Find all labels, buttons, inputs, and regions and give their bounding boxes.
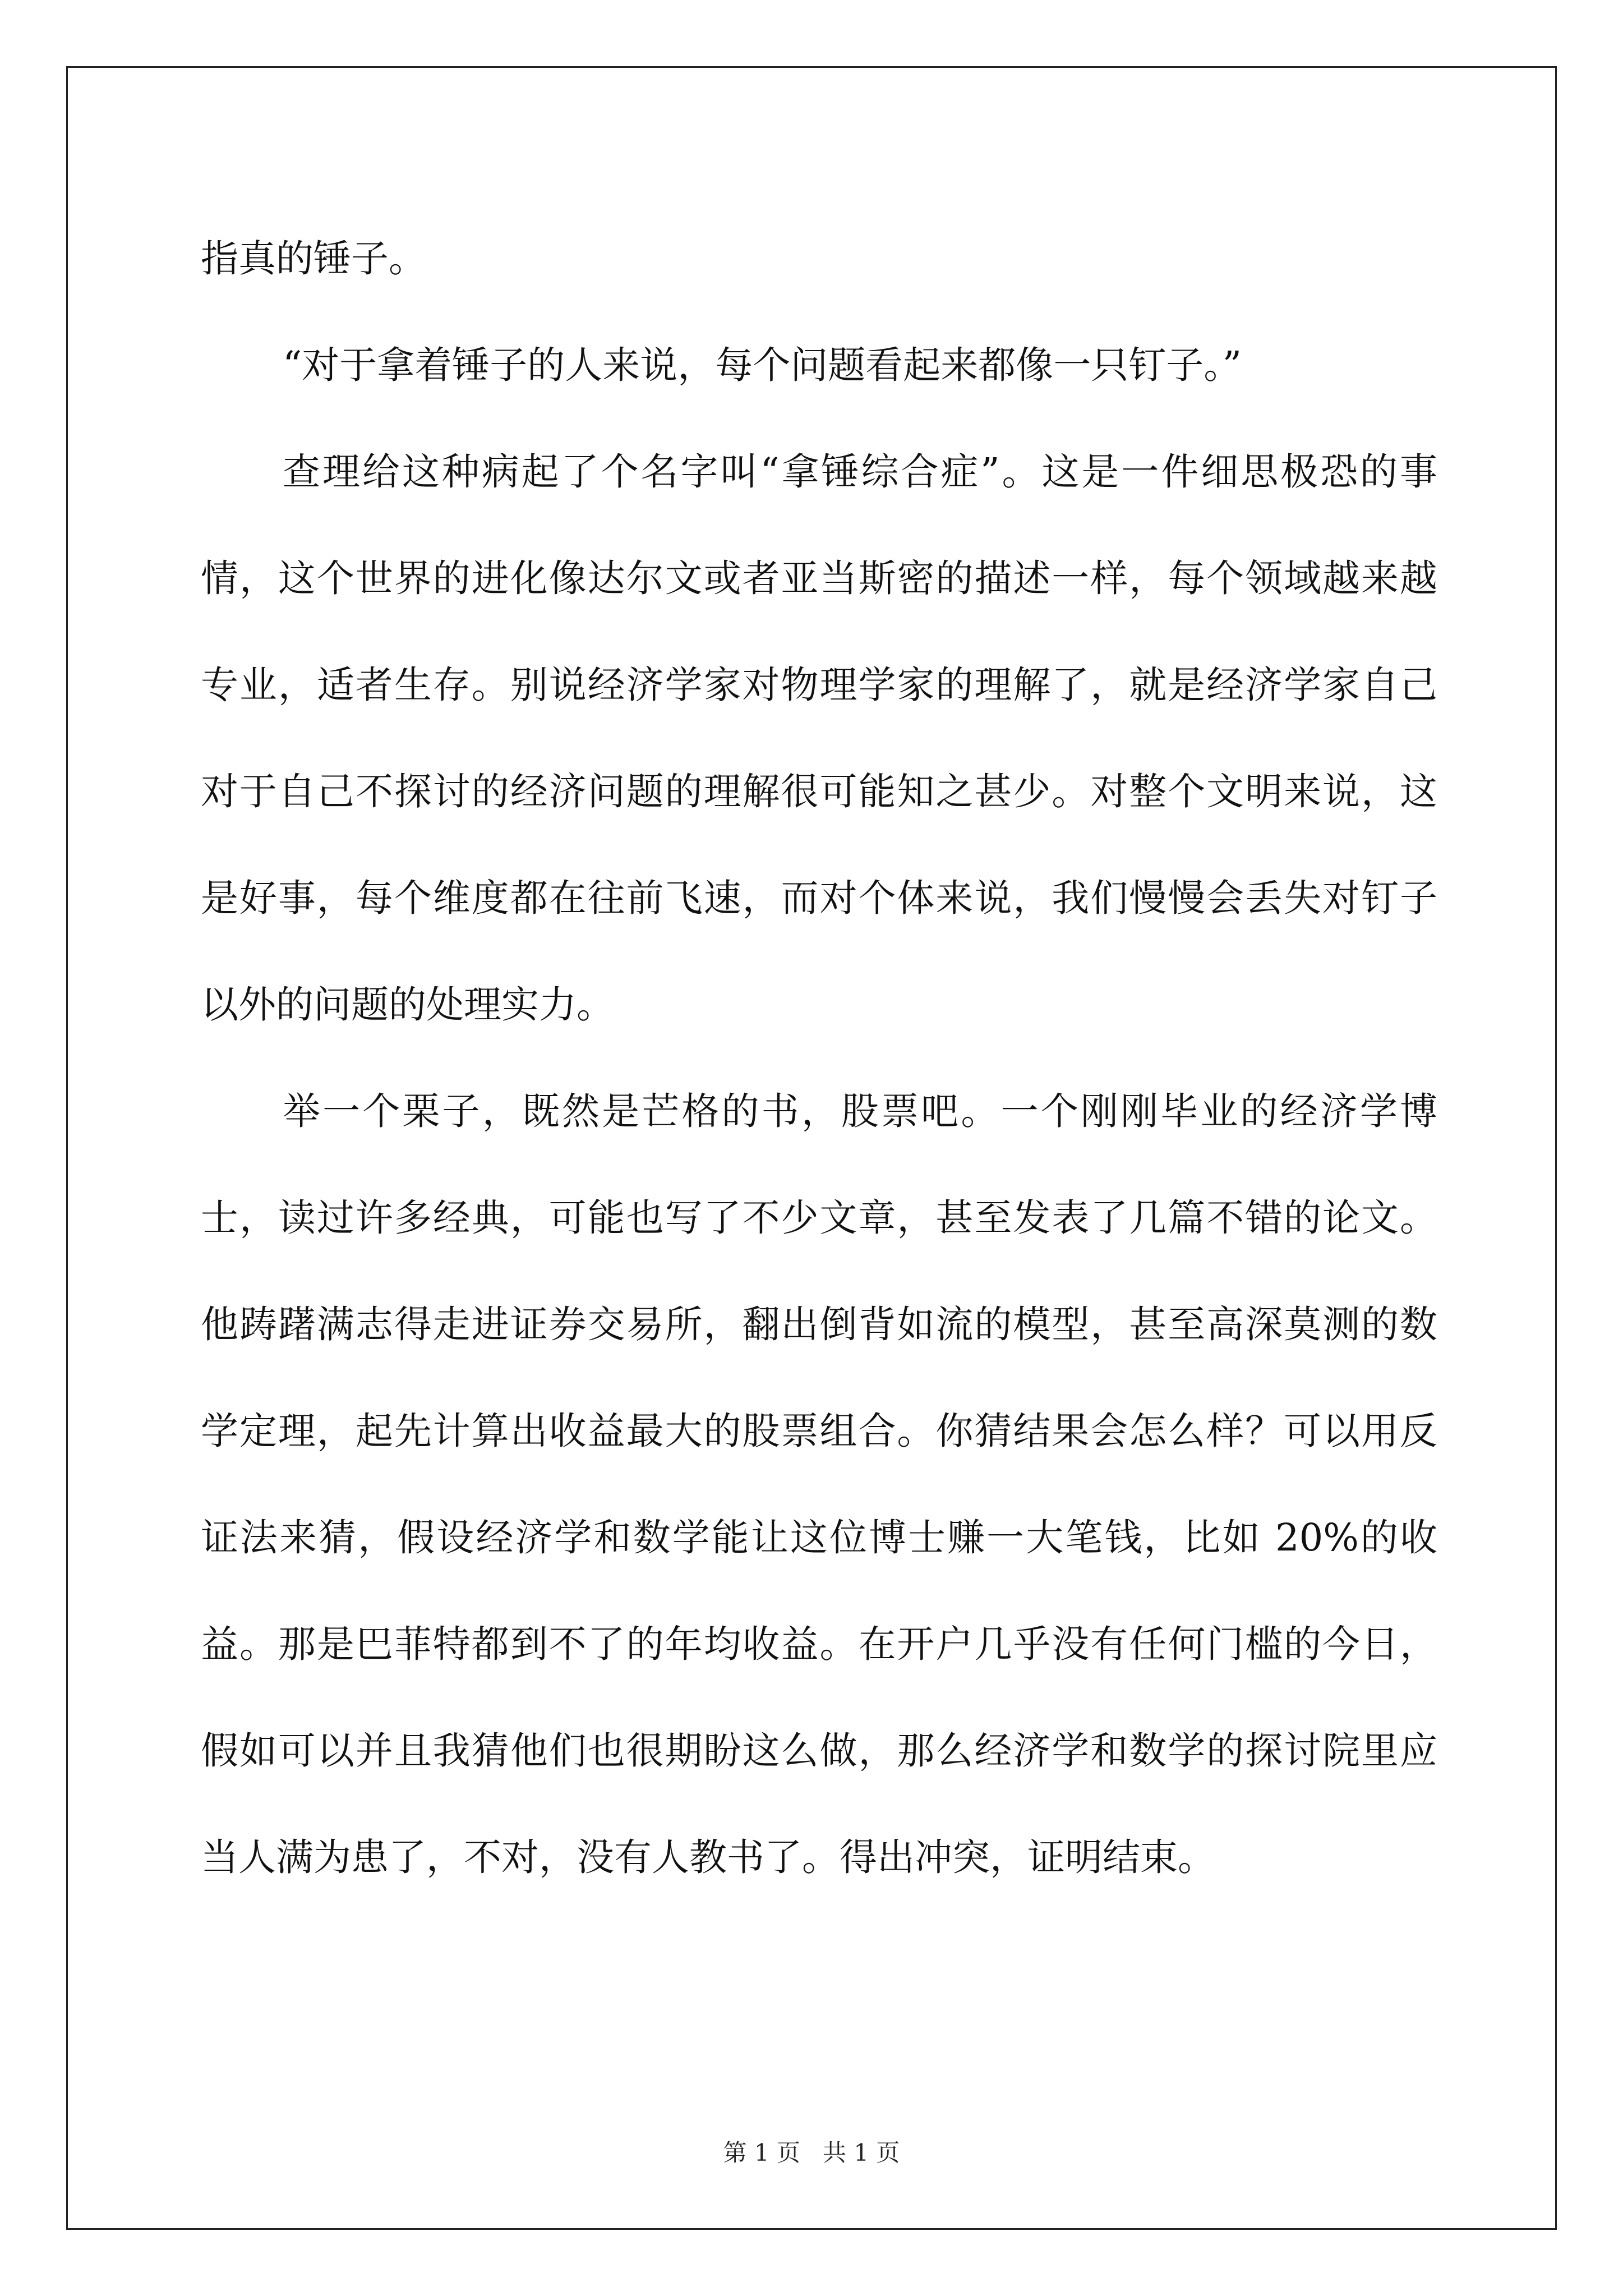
page-footer [0,2136,1623,2170]
paragraph-4: 举一个栗子，既然是芒格的书，股票吧。一个刚刚毕业的经济学博士，读过许多经典，可能也写了不少文章，甚至发表了几篇不错的论文。他踌躇满志得走进证券交易所，翻出倒背如流的模型，甚至高深莫测的数学定理，起先计算出收益最大的股票组合。你猜结果会怎么样？可以用反证法来猜，假设经济学和数学能让这位博士赚一大笔钱，比如 20%的收益。那是巴菲特都到不了的年均收益。在开户几乎没有任何门槛的今日，假如可以并且我猜他们也很期盼这么做，那么经济学和数学的探讨院里应当人满为患了，不对，没有人教书了。得出冲突，证明结束。 [201,1089,1437,1879]
paragraph-2-quote: “对于拿着锤子的人来说，每个问题看起来都像一只钉子。” [283,343,1242,387]
page-number: 第 1 页 [723,2139,800,2166]
paragraph-1: 指真的锤子。 [201,237,426,280]
paragraph-3: 查理给这种病起了个名字叫“拿锤综合症”。这是一件细思极恐的事情，这个世界的进化像达尔文或者亚当斯密的描述一样，每个领域越来越专业，适者生存。别说经济学家对物理学家的理解了，就是经济学家自己对于自己不探讨的经济问题的理解很可能知之甚少。对整个文明来说，这是好事，每个维度都在往前飞速，而对个体来说，我们慢慢会丢失对钉子以外的问题的处理实力。 [201,450,1437,1027]
page-total: 共 1 页 [823,2139,900,2166]
body-text [201,205,1437,1911]
